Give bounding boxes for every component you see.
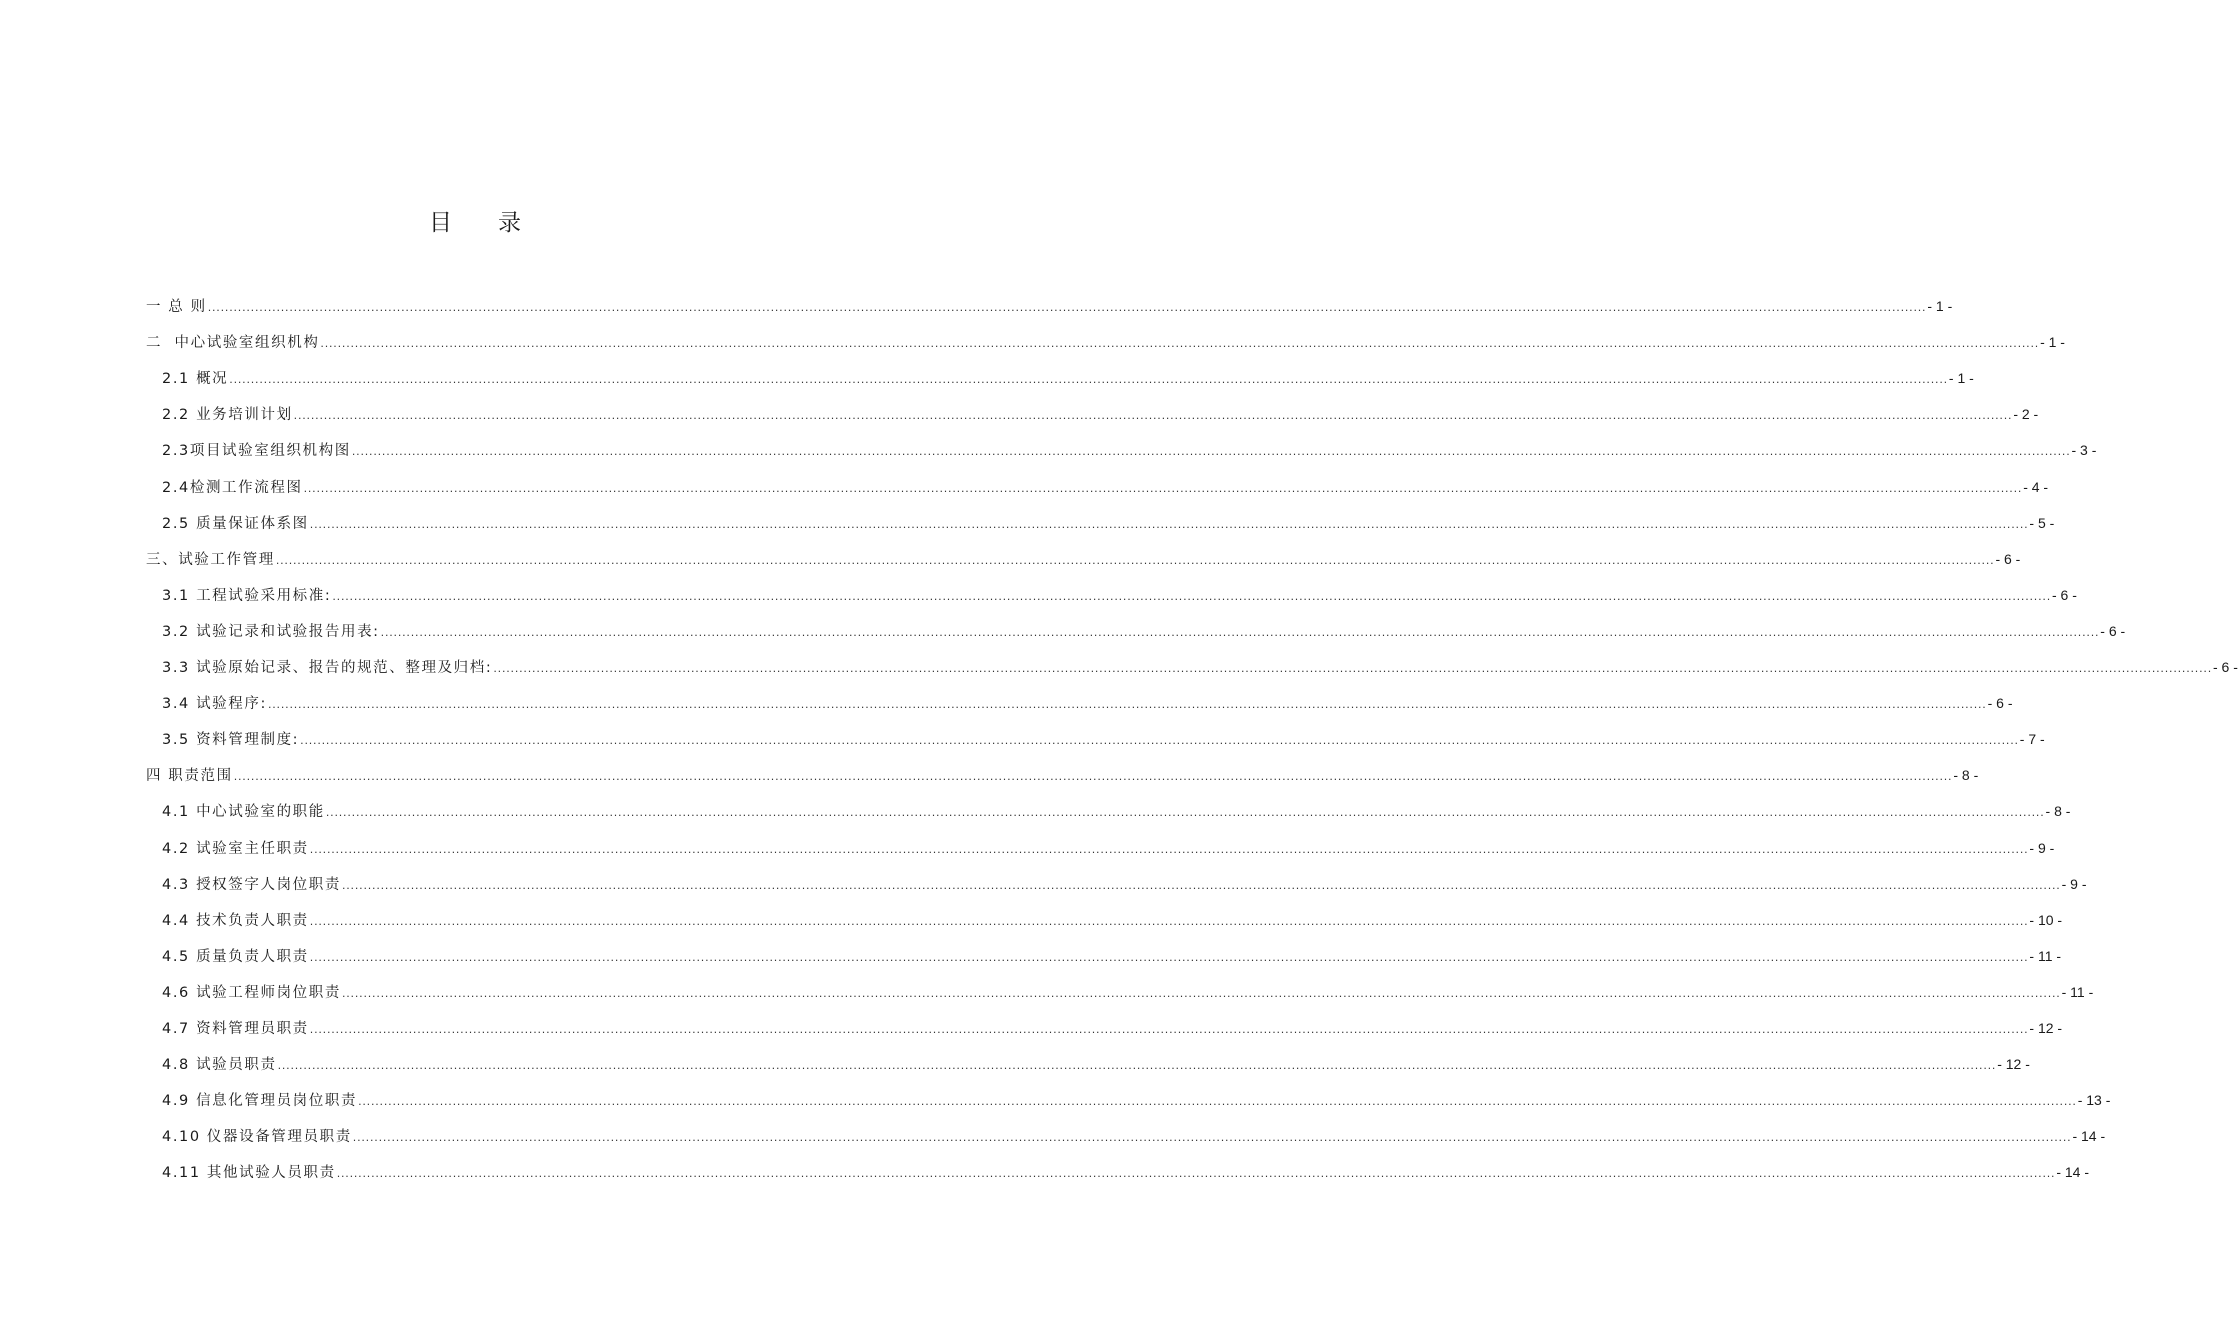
toc-entry-page-number: - 14 -	[2056, 1164, 2090, 1181]
toc-entry-label: 3.2 试验记录和试验报告用表:	[162, 623, 380, 640]
toc-dot-leader: ................................................................................................................................................................................................................................................................................................................................................................................................................	[358, 1095, 2077, 1109]
toc-dot-leader: ................................................................................................................................................................................................................................................................................................................................................................................................................	[309, 914, 2029, 928]
toc-entry-label: 4.3 授权签字人岗位职责	[162, 876, 341, 893]
toc-entry-page-number: - 7 -	[2019, 731, 2045, 748]
toc-entry[interactable]	[162, 721, 2045, 757]
toc-dot-leader: ................................................................................................................................................................................................................................................................................................................................................................................................................	[303, 481, 2023, 495]
toc-entry-label: 4.4 技术负责人职责	[162, 912, 309, 929]
toc-entry-page-number: - 10 -	[2029, 911, 2063, 928]
toc-entry-label: 2.4检测工作流程图	[162, 479, 303, 496]
page-title	[0, 204, 950, 237]
toc-entry-page-number: - 9 -	[2061, 875, 2087, 892]
toc-entry-page-number: - 1 -	[2040, 334, 2065, 351]
toc-entry-page-number: - 6 -	[2100, 622, 2126, 639]
toc-entry-label: 4.7 资料管理员职责	[162, 1021, 309, 1037]
toc-entry-label: 4.11 其他试验人员职责	[162, 1165, 336, 1182]
toc-entry-page-number: - 5 -	[2029, 514, 2055, 531]
toc-dot-leader: ................................................................................................................................................................................................................................................................................................................................................................................................................	[293, 409, 2013, 423]
toc-dot-leader: ................................................................................................................................................................................................................................................................................................................................................................................................................	[309, 517, 2029, 531]
toc-entry[interactable]	[162, 866, 2087, 902]
toc-entry[interactable]	[146, 757, 1979, 793]
toc-entry-page-number: - 13 -	[2077, 1092, 2111, 1109]
toc-entry-label: 3.4 试验程序:	[162, 696, 267, 713]
toc-dot-leader: ................................................................................................................................................................................................................................................................................................................................................................................................................	[277, 1059, 1997, 1073]
toc-entry[interactable]	[162, 793, 2071, 829]
toc-entry[interactable]	[146, 541, 2021, 577]
toc-dot-leader: ................................................................................................................................................................................................................................................................................................................................................................................................................	[325, 806, 2045, 820]
toc-entry-page-number: - 1 -	[1927, 298, 1953, 314]
toc-entry-label: 2.3项目试验室组织机构图	[162, 443, 351, 460]
toc-entry-page-number: - 6 -	[2052, 586, 2077, 603]
toc-dot-leader: ................................................................................................................................................................................................................................................................................................................................................................................................................	[493, 662, 2212, 675]
toc-entry-page-number: - 2 -	[2013, 406, 2039, 423]
toc-dot-leader: ................................................................................................................................................................................................................................................................................................................................................................................................................	[275, 553, 1995, 567]
toc-entry-label: 四 职责范围	[146, 768, 233, 785]
toc-entry-label: 4.1 中心试验室的职能	[162, 804, 325, 821]
toc-entry-page-number: - 14 -	[2072, 1128, 2106, 1145]
toc-entry-page-number: - 12 -	[1997, 1056, 2030, 1073]
toc-entry[interactable]	[162, 685, 2013, 721]
toc-entry[interactable]	[162, 505, 2055, 541]
toc-entry[interactable]	[162, 396, 2039, 432]
toc-dot-leader: ................................................................................................................................................................................................................................................................................................................................................................................................................	[309, 950, 2029, 964]
toc-dot-leader: ................................................................................................................................................................................................................................................................................................................................................................................................................	[341, 878, 2061, 892]
toc-entry-page-number: - 6 -	[2213, 659, 2238, 675]
toc-entry[interactable]	[162, 360, 1974, 396]
toc-entry-label: 二 中心试验室组织机构	[146, 335, 320, 352]
toc-entry[interactable]	[162, 649, 2238, 685]
toc-entry-page-number: - 3 -	[2071, 442, 2097, 459]
toc-dot-leader: ................................................................................................................................................................................................................................................................................................................................................................................................................	[309, 1023, 2029, 1036]
toc-dot-leader: ................................................................................................................................................................................................................................................................................................................................................................................................................	[300, 734, 2019, 748]
toc-entry[interactable]	[162, 1082, 2111, 1118]
toc-entry[interactable]	[162, 1118, 2106, 1154]
toc-dot-leader: ................................................................................................................................................................................................................................................................................................................................................................................................................	[351, 445, 2071, 459]
toc-dot-leader: ................................................................................................................................................................................................................................................................................................................................................................................................................	[229, 373, 1948, 387]
toc-entry-label: 2.2 业务培训计划	[162, 407, 293, 424]
toc-entry-page-number: - 6 -	[1987, 695, 2013, 712]
title-char-left: 目	[429, 210, 452, 236]
toc-entry-page-number: - 11 -	[2061, 983, 2094, 1000]
toc-entry[interactable]	[162, 1010, 2063, 1046]
toc-dot-leader: ................................................................................................................................................................................................................................................................................................................................................................................................................	[207, 301, 1927, 314]
toc-dot-leader: ................................................................................................................................................................................................................................................................................................................................................................................................................	[336, 1167, 2056, 1181]
toc-entry[interactable]	[162, 613, 2126, 649]
toc-dot-leader: ................................................................................................................................................................................................................................................................................................................................................................................................................	[309, 842, 2029, 856]
toc-entry-label: 4.2 试验室主任职责	[162, 840, 309, 857]
toc-dot-leader: ................................................................................................................................................................................................................................................................................................................................................................................................................	[267, 698, 1987, 712]
toc-entry[interactable]	[146, 288, 1953, 324]
toc-entry-label: 3.5 资料管理制度:	[162, 732, 300, 749]
toc-entry-page-number: - 9 -	[2029, 839, 2055, 856]
toc-entry-label: 4.9 信息化管理员岗位职责	[162, 1093, 358, 1110]
toc-entry[interactable]	[162, 830, 2055, 866]
toc-entry[interactable]	[162, 577, 2077, 613]
toc-entry-label: 4.8 试验员职责	[162, 1057, 277, 1074]
toc-entry-label: 3.1 工程试验采用标准:	[162, 587, 332, 604]
toc-entry-label: 4.10 仪器设备管理员职责	[162, 1129, 352, 1146]
toc-dot-leader: ................................................................................................................................................................................................................................................................................................................................................................................................................	[352, 1131, 2072, 1145]
toc-entry[interactable]	[162, 902, 2063, 938]
toc-entry[interactable]	[162, 469, 2049, 505]
toc-entry-page-number: - 6 -	[1995, 550, 2021, 567]
toc-entry-page-number: - 8 -	[2045, 803, 2071, 820]
toc-entry-label: 4.5 质量负责人职责	[162, 948, 309, 965]
toc-entry-label: 2.1 概况	[162, 371, 229, 388]
toc-entry-label: 一 总 则	[146, 299, 207, 315]
toc-entry-page-number: - 12 -	[2029, 1020, 2063, 1036]
toc-entry-page-number: - 1 -	[1948, 370, 1974, 387]
toc-entry[interactable]	[146, 324, 2065, 360]
toc-entry[interactable]	[162, 1154, 2090, 1190]
toc-dot-leader: ................................................................................................................................................................................................................................................................................................................................................................................................................	[332, 589, 2051, 603]
toc-entry-page-number: - 4 -	[2023, 478, 2049, 495]
toc-entry[interactable]	[162, 974, 2094, 1010]
toc-entry[interactable]	[162, 1046, 2030, 1082]
toc-entry-label: 三、试验工作管理	[146, 551, 275, 568]
toc-entry-label: 2.5 质量保证体系图	[162, 515, 309, 532]
toc-dot-leader: ................................................................................................................................................................................................................................................................................................................................................................................................................	[233, 770, 1953, 784]
toc-dot-leader: ................................................................................................................................................................................................................................................................................................................................................................................................................	[380, 625, 2100, 639]
title-char-right: 录	[498, 210, 521, 236]
toc-dot-leader: ................................................................................................................................................................................................................................................................................................................................................................................................................	[320, 337, 2040, 351]
toc-dot-leader: ................................................................................................................................................................................................................................................................................................................................................................................................................	[341, 986, 2061, 1000]
toc-entry-page-number: - 11 -	[2029, 947, 2062, 964]
toc-entry-label: 3.3 试验原始记录、报告的规范、整理及归档:	[162, 660, 493, 676]
toc-entry-label: 4.6 试验工程师岗位职责	[162, 984, 341, 1001]
toc-entry[interactable]	[162, 432, 2097, 468]
toc-entry[interactable]	[162, 938, 2062, 974]
toc-entry-page-number: - 8 -	[1953, 767, 1979, 784]
